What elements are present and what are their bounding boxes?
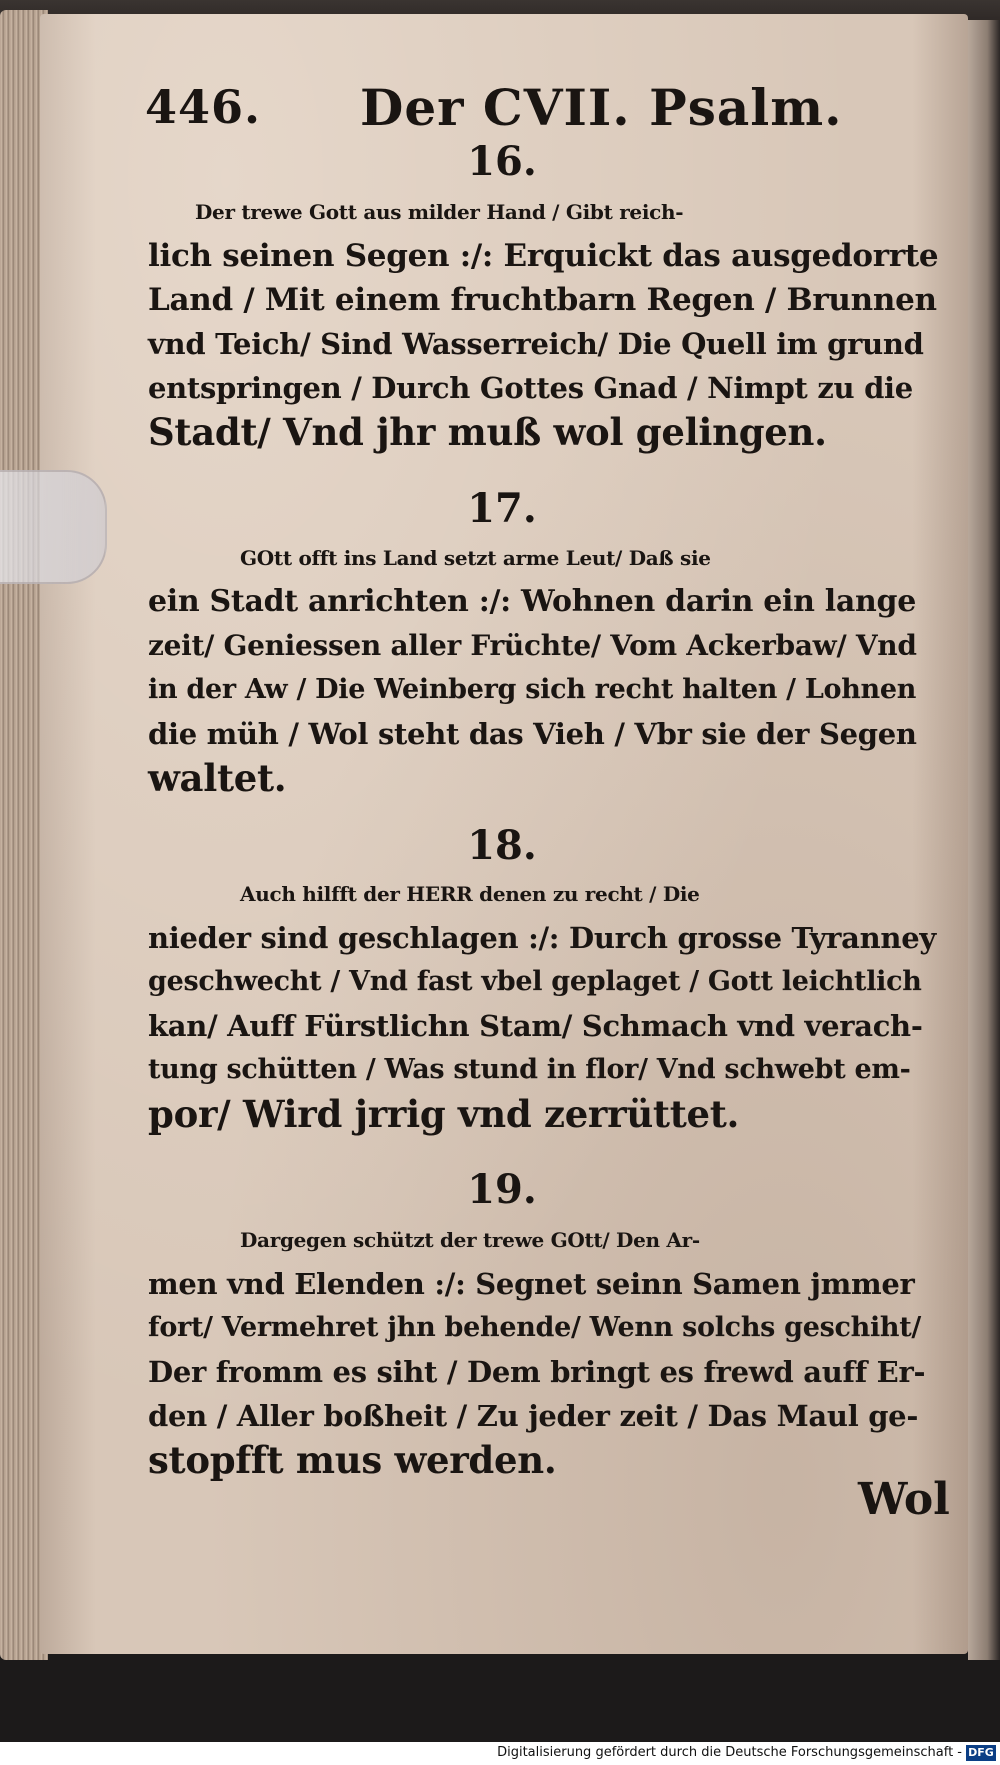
stanza-line: die müh / Wol steht das Vieh / Vbr sie der Segen bbox=[148, 717, 917, 751]
stanza-line: Der trewe Gott aus milder Hand / Gibt reich- bbox=[195, 200, 684, 224]
stanza-number: 19. bbox=[467, 1166, 537, 1213]
stanza-line: GOtt offt ins Land setzt arme Leut/ Daß sie bbox=[240, 546, 711, 570]
page-right-edge bbox=[968, 20, 1000, 1660]
stanza-line: Dargegen schützt der trewe GOtt/ Den Ar- bbox=[240, 1228, 700, 1252]
stanza-line: lich seinen Segen :/: Erquickt das ausgedorrte bbox=[148, 238, 939, 274]
stanza-line: tung schütten / Was stund in flor/ Vnd schwebt em- bbox=[148, 1054, 911, 1085]
dfg-logo: DFG bbox=[966, 1745, 996, 1761]
stanza-line: waltet. bbox=[148, 756, 287, 800]
stanza-line: fort/ Vermehret jhn behende/ Wenn solchs geschiht/ bbox=[148, 1312, 921, 1343]
stanza-number: 18. bbox=[467, 822, 537, 869]
stanza-line: den / Aller boßheit / Zu jeder zeit / Das Maul ge- bbox=[148, 1399, 919, 1433]
page-clip bbox=[0, 470, 107, 584]
stanza-number: 16. bbox=[467, 138, 537, 185]
stanza-line: entspringen / Durch Gottes Gnad / Nimpt zu die bbox=[148, 371, 913, 405]
stanza-number: 17. bbox=[467, 485, 537, 532]
stanza-line: Der fromm es siht / Dem bringt es frewd auff Er- bbox=[148, 1355, 926, 1389]
stanza-line: Auch hilfft der HERR denen zu recht / Die bbox=[240, 882, 700, 906]
stanza-line: kan/ Auff Fürstlichn Stam/ Schmach vnd verach- bbox=[148, 1009, 923, 1043]
running-head: Der CVII. Psalm. bbox=[360, 78, 843, 137]
stanza-line: Land / Mit einem fruchtbarn Regen / Brunnen bbox=[148, 282, 937, 318]
footer-credit: Digitalisierung gefördert durch die Deutsche Forschungsgemeinschaft - bbox=[497, 1745, 962, 1760]
stanza-line: ein Stadt anrichten :/: Wohnen darin ein lange bbox=[148, 584, 917, 619]
catchword: Wol bbox=[858, 1474, 950, 1525]
stanza-line: geschwecht / Vnd fast vbel geplaget / Gott leichtlich bbox=[148, 966, 922, 997]
stanza-line: por/ Wird jrrig vnd zerrüttet. bbox=[148, 1092, 740, 1136]
stanza-line: in der Aw / Die Weinberg sich recht halten / Lohnen bbox=[148, 674, 917, 705]
stanza-line: Stadt/ Vnd jhr muß wol gelingen. bbox=[148, 410, 827, 454]
stanza-line: stopfft mus werden. bbox=[148, 1438, 557, 1482]
stanza-line: nieder sind geschlagen :/: Durch grosse Tyranney bbox=[148, 921, 936, 955]
stanza-line: men vnd Elenden :/: Segnet seinn Samen jmmer bbox=[148, 1267, 915, 1301]
stanza-line: zeit/ Geniessen aller Früchte/ Vom Ackerbaw/ Vnd bbox=[148, 629, 917, 662]
stanza-line: vnd Teich/ Sind Wasserreich/ Die Quell im grund bbox=[148, 327, 924, 361]
page-number: 446. bbox=[145, 80, 262, 134]
